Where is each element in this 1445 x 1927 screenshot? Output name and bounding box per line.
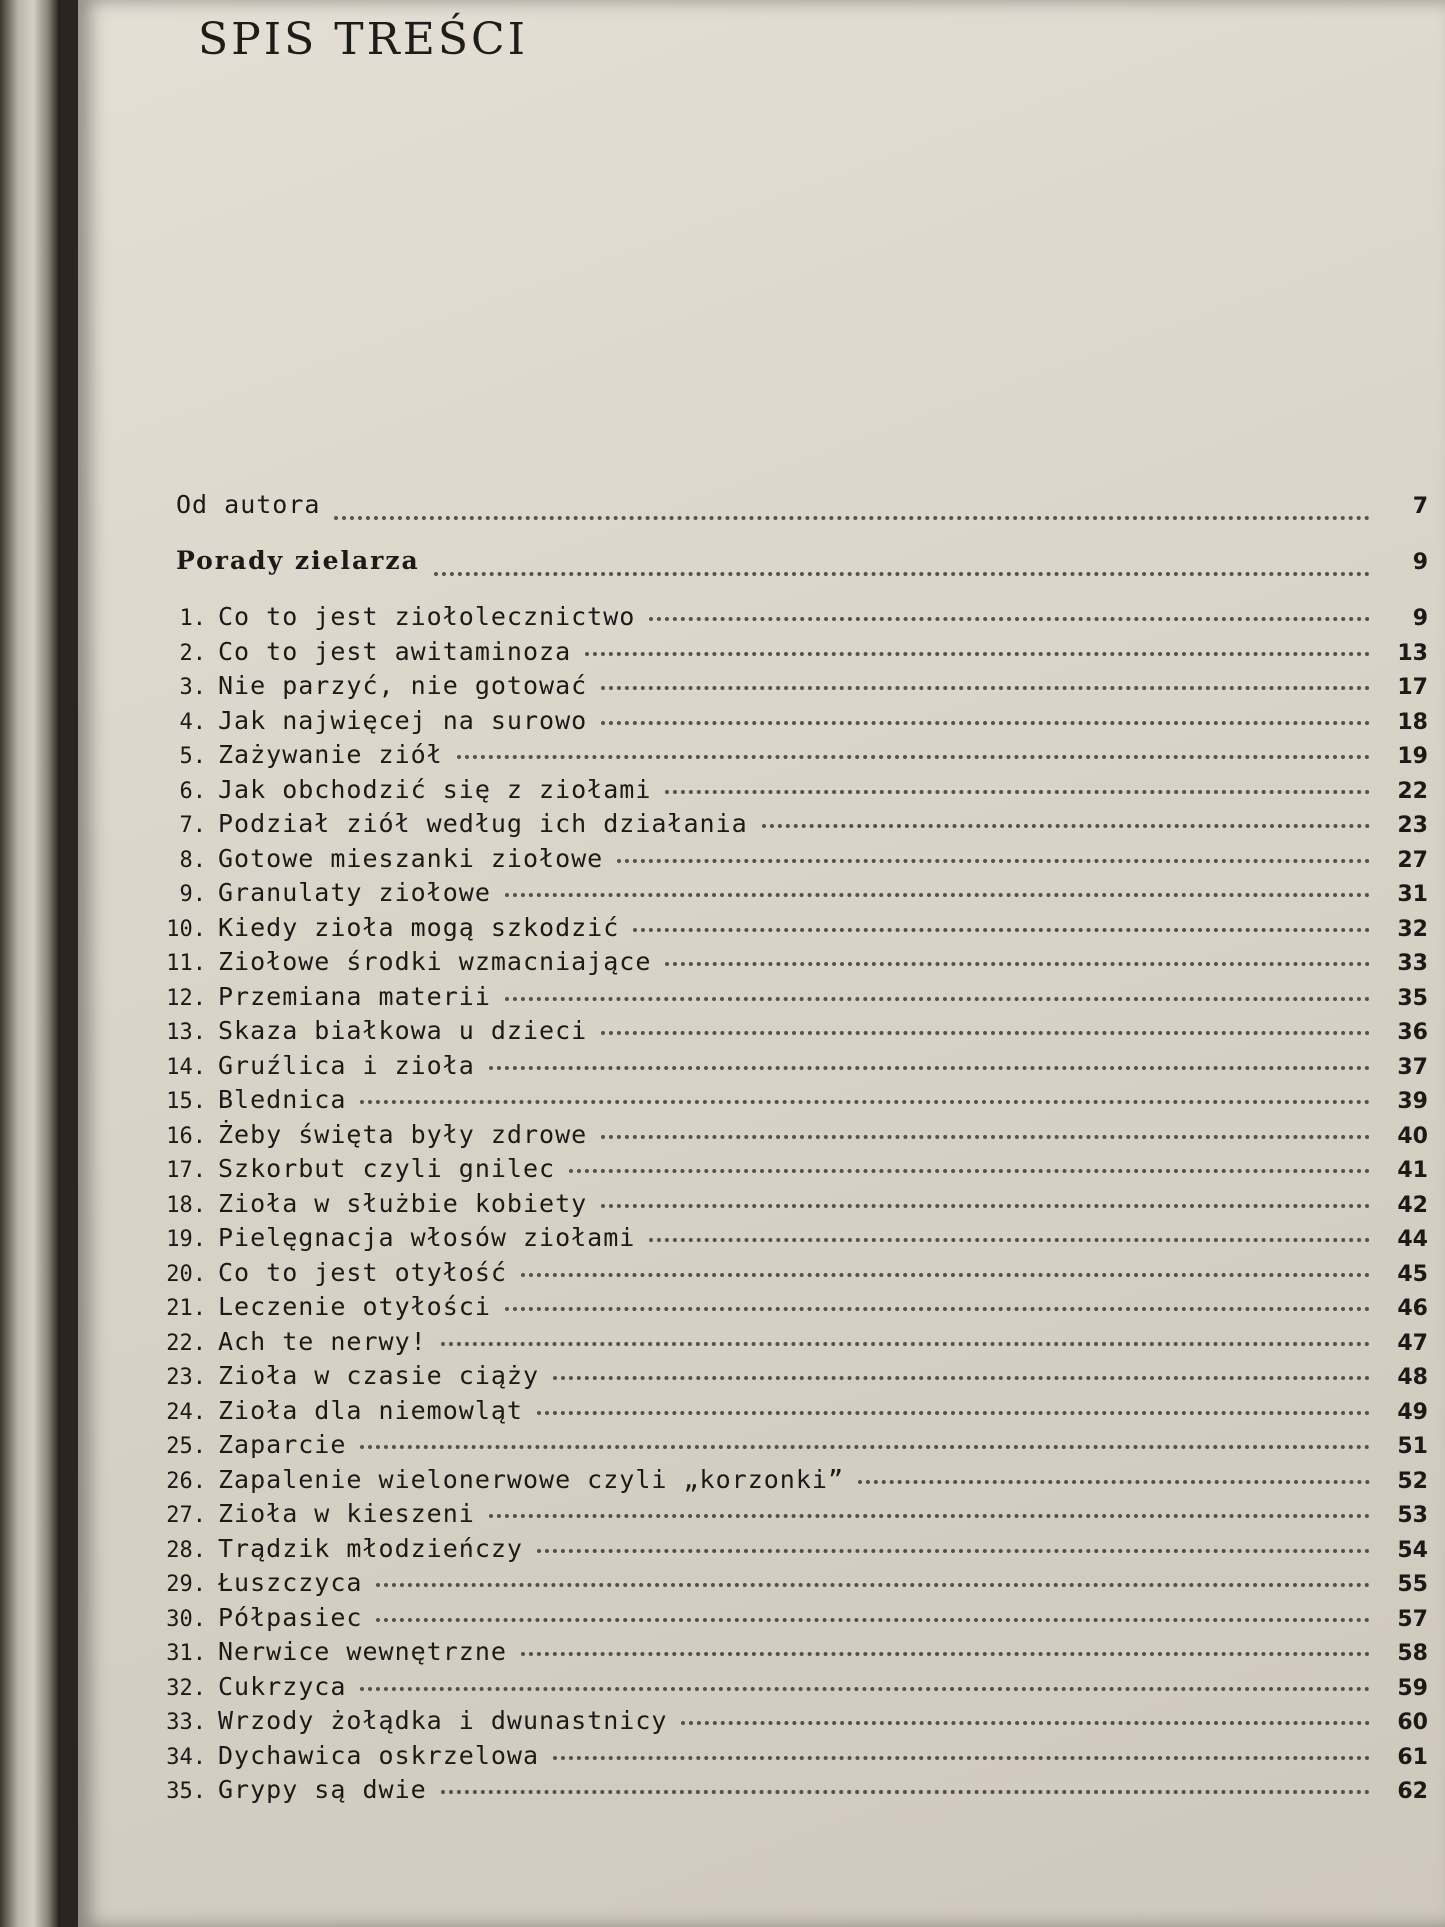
toc-leader-dots bbox=[665, 790, 1370, 794]
toc-entry-page: 62 bbox=[1397, 1779, 1428, 1804]
toc-entry bbox=[148, 1775, 1428, 1810]
toc-leader-dots bbox=[537, 1411, 1370, 1415]
toc-entry-number: 33. bbox=[166, 1710, 206, 1735]
toc-entry-number: 30. bbox=[166, 1606, 206, 1632]
toc-leader-dots bbox=[649, 1238, 1370, 1242]
toc-entry-page: 44 bbox=[1397, 1227, 1428, 1252]
toc-leader-dots bbox=[762, 824, 1370, 828]
toc-entry-label: Gotowe mieszanki ziołowe bbox=[218, 843, 604, 873]
toc-entry-number: 28. bbox=[166, 1537, 206, 1563]
toc-entry bbox=[148, 1534, 1428, 1569]
toc-leader-dots bbox=[521, 1652, 1370, 1656]
toc-entry-page: 53 bbox=[1397, 1503, 1428, 1528]
toc-entry bbox=[148, 637, 1428, 672]
toc-entry-number: 19. bbox=[166, 1227, 206, 1252]
toc-leader-dots bbox=[505, 1307, 1370, 1311]
toc-leader-dots bbox=[601, 1031, 1370, 1035]
toc-entry-page: 9 bbox=[1412, 550, 1428, 575]
toc-entry-label: Pielęgnacja włosów ziołami bbox=[218, 1223, 636, 1252]
toc-leader-dots bbox=[601, 721, 1370, 725]
toc-leader-dots bbox=[360, 1445, 1370, 1449]
toc-entry bbox=[148, 1189, 1428, 1224]
toc-entry bbox=[148, 706, 1428, 741]
toc-entry-number: 27. bbox=[166, 1503, 206, 1528]
toc-entry-label: Cukrzyca bbox=[218, 1671, 347, 1701]
toc-entry-page: 46 bbox=[1397, 1296, 1428, 1321]
toc-entry-number: 15. bbox=[166, 1089, 206, 1114]
toc-entry-label: Co to jest awitaminoza bbox=[218, 636, 572, 666]
toc-entry-number: 9. bbox=[179, 882, 206, 907]
toc-entry-number: 24. bbox=[166, 1399, 206, 1425]
toc-entry bbox=[148, 947, 1428, 982]
toc-entry-page: 13 bbox=[1397, 640, 1428, 666]
toc-entry-page: 41 bbox=[1397, 1158, 1428, 1183]
toc-entry-number: 5. bbox=[179, 744, 206, 769]
toc-entry-label: Zioła w kieszeni bbox=[218, 1499, 475, 1528]
toc-entry-label: Wrzody żołądka i dwunastnicy bbox=[218, 1706, 668, 1735]
toc-entry bbox=[148, 671, 1428, 706]
toc-entry-page: 42 bbox=[1397, 1192, 1428, 1218]
toc-entry bbox=[148, 740, 1428, 775]
toc-leader-dots bbox=[681, 1721, 1370, 1725]
toc-entry bbox=[148, 1430, 1428, 1465]
toc-leader-dots bbox=[858, 1480, 1370, 1484]
toc-entry bbox=[148, 982, 1428, 1017]
toc-entry-number: 13. bbox=[166, 1020, 206, 1045]
toc-entry bbox=[148, 1292, 1428, 1327]
toc-entry-label: Gruźlica i zioła bbox=[218, 1050, 475, 1080]
toc-entry-page: 40 bbox=[1397, 1123, 1428, 1149]
toc-entry-number: 31. bbox=[166, 1641, 206, 1666]
toc-entry-page: 35 bbox=[1397, 985, 1428, 1011]
toc-entry-label: Nie parzyć, nie gotować bbox=[218, 671, 588, 700]
toc-entry-page: 57 bbox=[1397, 1606, 1428, 1632]
toc-entry-page: 9 bbox=[1412, 606, 1428, 631]
toc-entry bbox=[148, 1603, 1428, 1638]
toc-entry-page: 32 bbox=[1397, 916, 1428, 942]
toc-entry-number: 12. bbox=[166, 985, 206, 1011]
toc-entry-number: 29. bbox=[166, 1572, 206, 1597]
toc-entry-number: 23. bbox=[166, 1365, 206, 1390]
toc-entry-label: Ach te nerwy! bbox=[218, 1326, 427, 1356]
toc-entry-number: 32. bbox=[166, 1675, 206, 1701]
toc-leader-dots bbox=[633, 928, 1370, 932]
toc-entry-page: 45 bbox=[1397, 1261, 1428, 1287]
toc-leader-dots bbox=[601, 686, 1370, 690]
toc-entry bbox=[148, 1568, 1428, 1603]
toc-entry bbox=[148, 1706, 1428, 1741]
toc-entry bbox=[148, 1120, 1428, 1155]
toc-entry-label: Granulaty ziołowe bbox=[218, 878, 491, 907]
toc-entry-number: 17. bbox=[166, 1158, 206, 1183]
toc-entry-page: 39 bbox=[1397, 1089, 1428, 1114]
book-page bbox=[78, 0, 1445, 1927]
toc-entry-number: 35. bbox=[166, 1779, 206, 1804]
toc-entry-number: 4. bbox=[179, 709, 206, 735]
toc-entry-number: 7. bbox=[179, 813, 206, 838]
toc-leader-dots bbox=[489, 1514, 1370, 1518]
toc-leader-dots bbox=[505, 893, 1370, 897]
toc-leader-dots bbox=[649, 617, 1370, 621]
toc-entry-page: 22 bbox=[1397, 778, 1428, 804]
toc-entry-label: Zaparcie bbox=[218, 1430, 347, 1459]
toc-entry-number: 16. bbox=[166, 1123, 206, 1149]
toc-entry-label: Co to jest otyłość bbox=[218, 1257, 507, 1287]
toc-entry bbox=[148, 1361, 1428, 1396]
toc-entry-label: Blednica bbox=[218, 1085, 347, 1114]
toc-entry-number: 11. bbox=[166, 951, 206, 976]
toc-entry-label: Leczenie otyłości bbox=[218, 1292, 491, 1321]
toc-leader-dots bbox=[489, 1066, 1370, 1070]
toc-entry-number: 25. bbox=[166, 1434, 206, 1459]
toc-entry-label: Przemiana materii bbox=[218, 981, 491, 1011]
toc-leader-dots bbox=[553, 1376, 1370, 1380]
toc-entry bbox=[148, 878, 1428, 913]
toc-entry-label: Podział ziół według ich działania bbox=[218, 809, 748, 838]
toc-entry-od-autora bbox=[148, 490, 1428, 546]
toc-leader-dots bbox=[665, 962, 1370, 966]
toc-entry bbox=[148, 775, 1428, 810]
toc-entry-label: Zapalenie wielonerwowe czyli „korzonki” bbox=[218, 1464, 844, 1494]
toc-entry-number: 22. bbox=[166, 1330, 206, 1356]
toc-entry-label: Zioła w czasie ciąży bbox=[218, 1361, 540, 1390]
toc-leader-dots bbox=[360, 1687, 1370, 1691]
toc-entry-number: 20. bbox=[166, 1261, 206, 1287]
toc-entry-page: 19 bbox=[1397, 744, 1428, 769]
toc-entry bbox=[148, 602, 1428, 637]
toc-leader-dots bbox=[376, 1583, 1370, 1587]
toc-leader-dots bbox=[457, 755, 1370, 759]
toc-entry-label: Zioła dla niemowląt bbox=[218, 1395, 523, 1425]
toc-entry-page: 61 bbox=[1397, 1744, 1428, 1770]
toc-entry-porady-zielarza bbox=[148, 546, 1428, 602]
toc-entry-label: Co to jest ziołolecznictwo bbox=[218, 602, 636, 631]
toc-entry-label: Kiedy zioła mogą szkodzić bbox=[218, 912, 620, 942]
toc-leader-dots bbox=[617, 859, 1370, 863]
toc-entry-label: Żeby święta były zdrowe bbox=[218, 1119, 588, 1149]
toc-entry-page: 52 bbox=[1397, 1468, 1428, 1494]
toc-entry-page: 48 bbox=[1397, 1365, 1428, 1390]
toc-entry-label: Dychawica oskrzelowa bbox=[218, 1740, 540, 1770]
toc-entry-page: 36 bbox=[1397, 1020, 1428, 1045]
toc-leader-dots bbox=[505, 997, 1370, 1001]
toc-entry-page: 49 bbox=[1397, 1399, 1428, 1425]
toc-entry-label: Nerwice wewnętrzne bbox=[218, 1637, 507, 1666]
toc-entry-number: 6. bbox=[179, 778, 206, 804]
toc-entry-page: 55 bbox=[1397, 1572, 1428, 1597]
toc-entry-page: 23 bbox=[1397, 813, 1428, 838]
toc-entry-label: Szkorbut czyli gnilec bbox=[218, 1154, 556, 1183]
toc-entry bbox=[148, 809, 1428, 844]
toc-entry bbox=[148, 1672, 1428, 1707]
toc-entry-page: 7 bbox=[1412, 494, 1428, 519]
toc-entry-label: Trądzik młodzieńczy bbox=[218, 1533, 523, 1563]
toc-entry bbox=[148, 1085, 1428, 1120]
toc-entry-number: 21. bbox=[166, 1296, 206, 1321]
toc-entry-page: 59 bbox=[1397, 1675, 1428, 1701]
toc-entry-number: 34. bbox=[166, 1744, 206, 1770]
toc-entry bbox=[148, 844, 1428, 879]
toc-entry bbox=[148, 1637, 1428, 1672]
toc-leader-dots bbox=[441, 1342, 1370, 1346]
page-title: SPIS TREŚCI bbox=[198, 14, 529, 65]
toc-entry bbox=[148, 1016, 1428, 1051]
toc-entry bbox=[148, 1258, 1428, 1293]
toc-entry bbox=[148, 1499, 1428, 1534]
toc-entry bbox=[148, 1396, 1428, 1431]
toc-chapter-list bbox=[148, 602, 1428, 1810]
toc-entry bbox=[148, 1051, 1428, 1086]
toc-leader-dots bbox=[434, 572, 1370, 576]
toc-entry-label: Skaza białkowa u dzieci bbox=[218, 1016, 588, 1045]
toc-leader-dots bbox=[553, 1756, 1370, 1760]
toc-entry-page: 47 bbox=[1397, 1330, 1428, 1356]
toc-leader-dots bbox=[376, 1618, 1370, 1622]
toc-entry-label: Zażywanie ziół bbox=[218, 740, 443, 769]
toc-entry bbox=[148, 1741, 1428, 1776]
toc-entry bbox=[148, 1465, 1428, 1500]
toc-entry-label: Ziołowe środki wzmacniające bbox=[218, 947, 652, 976]
toc-entry-label: Od autora bbox=[176, 490, 321, 519]
table-of-contents bbox=[148, 490, 1428, 1810]
toc-entry-label: Łuszczyca bbox=[218, 1568, 363, 1597]
toc-entry-label: Półpasiec bbox=[218, 1602, 363, 1632]
toc-entry bbox=[148, 913, 1428, 948]
toc-leader-dots bbox=[601, 1204, 1370, 1208]
toc-entry bbox=[148, 1223, 1428, 1258]
toc-entry-page: 31 bbox=[1397, 882, 1428, 907]
toc-leader-dots bbox=[569, 1169, 1370, 1173]
toc-entry-page: 27 bbox=[1397, 847, 1428, 873]
toc-entry bbox=[148, 1327, 1428, 1362]
toc-leader-dots bbox=[334, 516, 1370, 520]
toc-leader-dots bbox=[521, 1273, 1370, 1277]
toc-entry-number: 18. bbox=[166, 1192, 206, 1218]
toc-entry-label: Porady zielarza bbox=[176, 546, 420, 575]
toc-leader-dots bbox=[537, 1549, 1370, 1553]
toc-entry-label: Grypy są dwie bbox=[218, 1775, 427, 1804]
toc-entry-page: 54 bbox=[1397, 1537, 1428, 1563]
toc-entry-page: 37 bbox=[1397, 1054, 1428, 1080]
toc-entry-number: 3. bbox=[179, 675, 206, 700]
toc-entry-number: 1. bbox=[179, 606, 206, 631]
toc-entry-label: Jak najwięcej na surowo bbox=[218, 705, 588, 735]
toc-leader-dots bbox=[585, 652, 1370, 656]
toc-leader-dots bbox=[441, 1790, 1370, 1794]
toc-entry-number: 2. bbox=[179, 640, 206, 666]
toc-entry-number: 10. bbox=[166, 916, 206, 942]
toc-entry-page: 58 bbox=[1397, 1641, 1428, 1666]
toc-entry-number: 14. bbox=[166, 1054, 206, 1080]
toc-entry-page: 33 bbox=[1397, 951, 1428, 976]
book-spine-edge bbox=[0, 0, 60, 1927]
toc-entry-page: 51 bbox=[1397, 1434, 1428, 1459]
toc-leader-dots bbox=[360, 1100, 1370, 1104]
toc-entry bbox=[148, 1154, 1428, 1189]
toc-leader-dots bbox=[601, 1135, 1370, 1139]
toc-entry-label: Zioła w służbie kobiety bbox=[218, 1188, 588, 1218]
toc-entry-page: 60 bbox=[1397, 1710, 1428, 1735]
toc-entry-number: 8. bbox=[179, 847, 206, 873]
toc-entry-page: 18 bbox=[1397, 709, 1428, 735]
toc-entry-number: 26. bbox=[166, 1468, 206, 1494]
toc-entry-label: Jak obchodzić się z ziołami bbox=[218, 774, 652, 804]
toc-entry-page: 17 bbox=[1397, 675, 1428, 700]
